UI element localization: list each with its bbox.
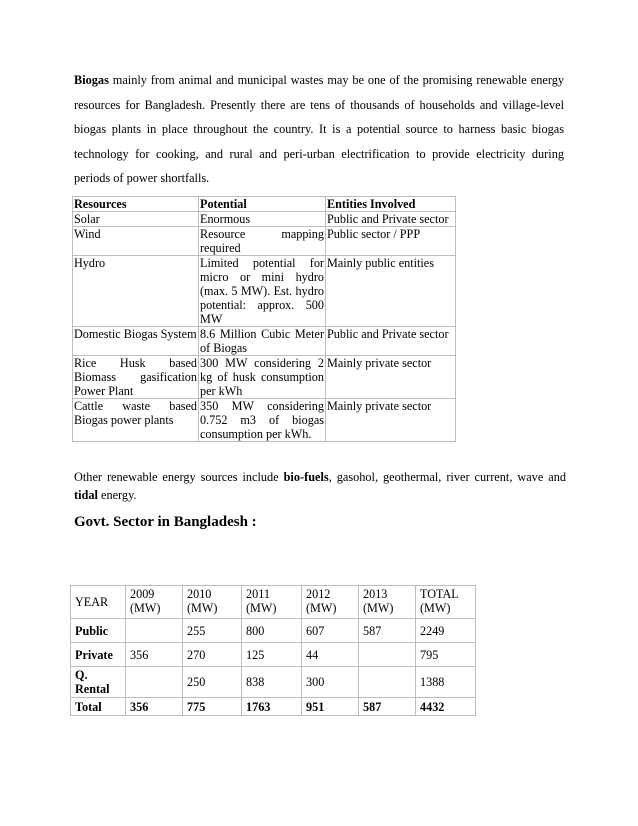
resource-cell: Rice Husk based Biomass gasification Power Plant — [74, 356, 197, 398]
entities-cell: Public sector / PPP — [326, 227, 456, 256]
value-cell: 795 — [416, 643, 476, 667]
table-row — [73, 256, 456, 327]
potential-cell: Limited potential for micro or mini hydro (max. 5 MW). Est. hydro potential: approx. 500 MW — [200, 256, 324, 326]
header-entities: Entities Involved — [326, 197, 456, 212]
entities-cell: Mainly private sector — [326, 399, 456, 442]
value-cell: 607 — [302, 619, 359, 643]
header-2013: 2013 (MW) — [359, 586, 416, 619]
table-row — [73, 327, 456, 356]
value-cell: 4432 — [416, 698, 476, 716]
entities-cell: Mainly private sector — [326, 356, 456, 399]
biogas-term: Biogas — [74, 73, 109, 87]
value-cell: 1763 — [242, 698, 302, 716]
govt-sector-heading: Govt. Sector in Bangladesh : — [74, 514, 257, 530]
value-cell: 2249 — [416, 619, 476, 643]
value-cell: 270 — [183, 643, 242, 667]
value-cell: 951 — [302, 698, 359, 716]
renewable-resources-table — [72, 196, 456, 442]
row-label: Q. Rental — [71, 667, 126, 698]
potential-cell: 350 MW considering 0.752 m3 of biogas consumption per kWh. — [200, 399, 324, 441]
value-cell: 775 — [183, 698, 242, 716]
value-cell: 255 — [183, 619, 242, 643]
header-2010: 2010 (MW) — [183, 586, 242, 619]
table-row — [71, 643, 476, 667]
header-2011: 2011 (MW) — [242, 586, 302, 619]
biogas-paragraph — [74, 68, 564, 191]
value-cell — [126, 667, 183, 698]
potential-cell: 300 MW considering 2 kg of husk consumption per kWh — [200, 356, 324, 398]
potential-cell: Resource mapping required — [200, 227, 324, 255]
govt-header-row — [71, 586, 476, 619]
resource-cell: Cattle waste based Biogas power plants — [73, 399, 199, 442]
biofuels-term: bio-fuels — [283, 470, 329, 484]
resource-cell: Domestic Biogas System — [73, 327, 199, 356]
total-row — [71, 698, 476, 716]
value-cell — [126, 619, 183, 643]
value-cell: 587 — [359, 698, 416, 716]
potential-cell: 8.6 Million Cubic Meter of Biogas — [200, 327, 324, 355]
table-row — [73, 212, 456, 227]
resource-cell: Hydro — [73, 256, 199, 327]
table-row — [73, 227, 456, 256]
value-cell: 250 — [183, 667, 242, 698]
value-cell — [359, 643, 416, 667]
entities-cell: Mainly public entities — [326, 256, 456, 327]
value-cell: 800 — [242, 619, 302, 643]
table-row — [73, 356, 456, 399]
row-label: Public — [71, 619, 126, 643]
other-text-3: energy. — [97, 488, 137, 502]
row-label: Total — [71, 698, 126, 716]
entities-cell: Public and Private sector — [326, 212, 456, 227]
resource-cell: Solar — [73, 212, 199, 227]
header-2009: 2009 (MW) — [126, 586, 183, 619]
value-cell: 587 — [359, 619, 416, 643]
header-resources: Resources — [73, 197, 199, 212]
value-cell — [359, 667, 416, 698]
table-row — [71, 667, 476, 698]
value-cell: 1388 — [416, 667, 476, 698]
govt-sector-table — [70, 585, 476, 716]
header-year: YEAR — [71, 586, 126, 619]
table-row — [71, 619, 476, 643]
value-cell: 125 — [242, 643, 302, 667]
value-cell: 300 — [302, 667, 359, 698]
table-header-row — [73, 197, 456, 212]
value-cell: 356 — [126, 698, 183, 716]
other-text-1: Other renewable energy sources include — [74, 470, 284, 484]
biogas-paragraph-text: mainly from animal and municipal wastes may be one of the promising renewable energy resources for Bangladesh. Presently there are tens of thousands of households and village-level biogas plants in place throughout the country. It is a potential source to harness basic biogas technology for cooking, and rural and peri-urban electrification to provide electricity during periods of power shortfalls. — [74, 73, 564, 186]
resource-cell: Wind — [73, 227, 199, 256]
potential-cell: Enormous — [199, 212, 326, 227]
header-potential: Potential — [199, 197, 326, 212]
other-sources-paragraph — [74, 468, 566, 504]
other-text-2: , gasohol, geothermal, river current, wave and — [328, 470, 566, 484]
header-total: TOTAL (MW) — [416, 586, 476, 619]
row-label: Private — [71, 643, 126, 667]
value-cell: 838 — [242, 667, 302, 698]
table-row — [73, 399, 456, 442]
entities-cell: Public and Private sector — [326, 327, 456, 356]
tidal-term: tidal — [74, 488, 98, 502]
value-cell: 356 — [126, 643, 183, 667]
header-2012: 2012 (MW) — [302, 586, 359, 619]
value-cell: 44 — [302, 643, 359, 667]
